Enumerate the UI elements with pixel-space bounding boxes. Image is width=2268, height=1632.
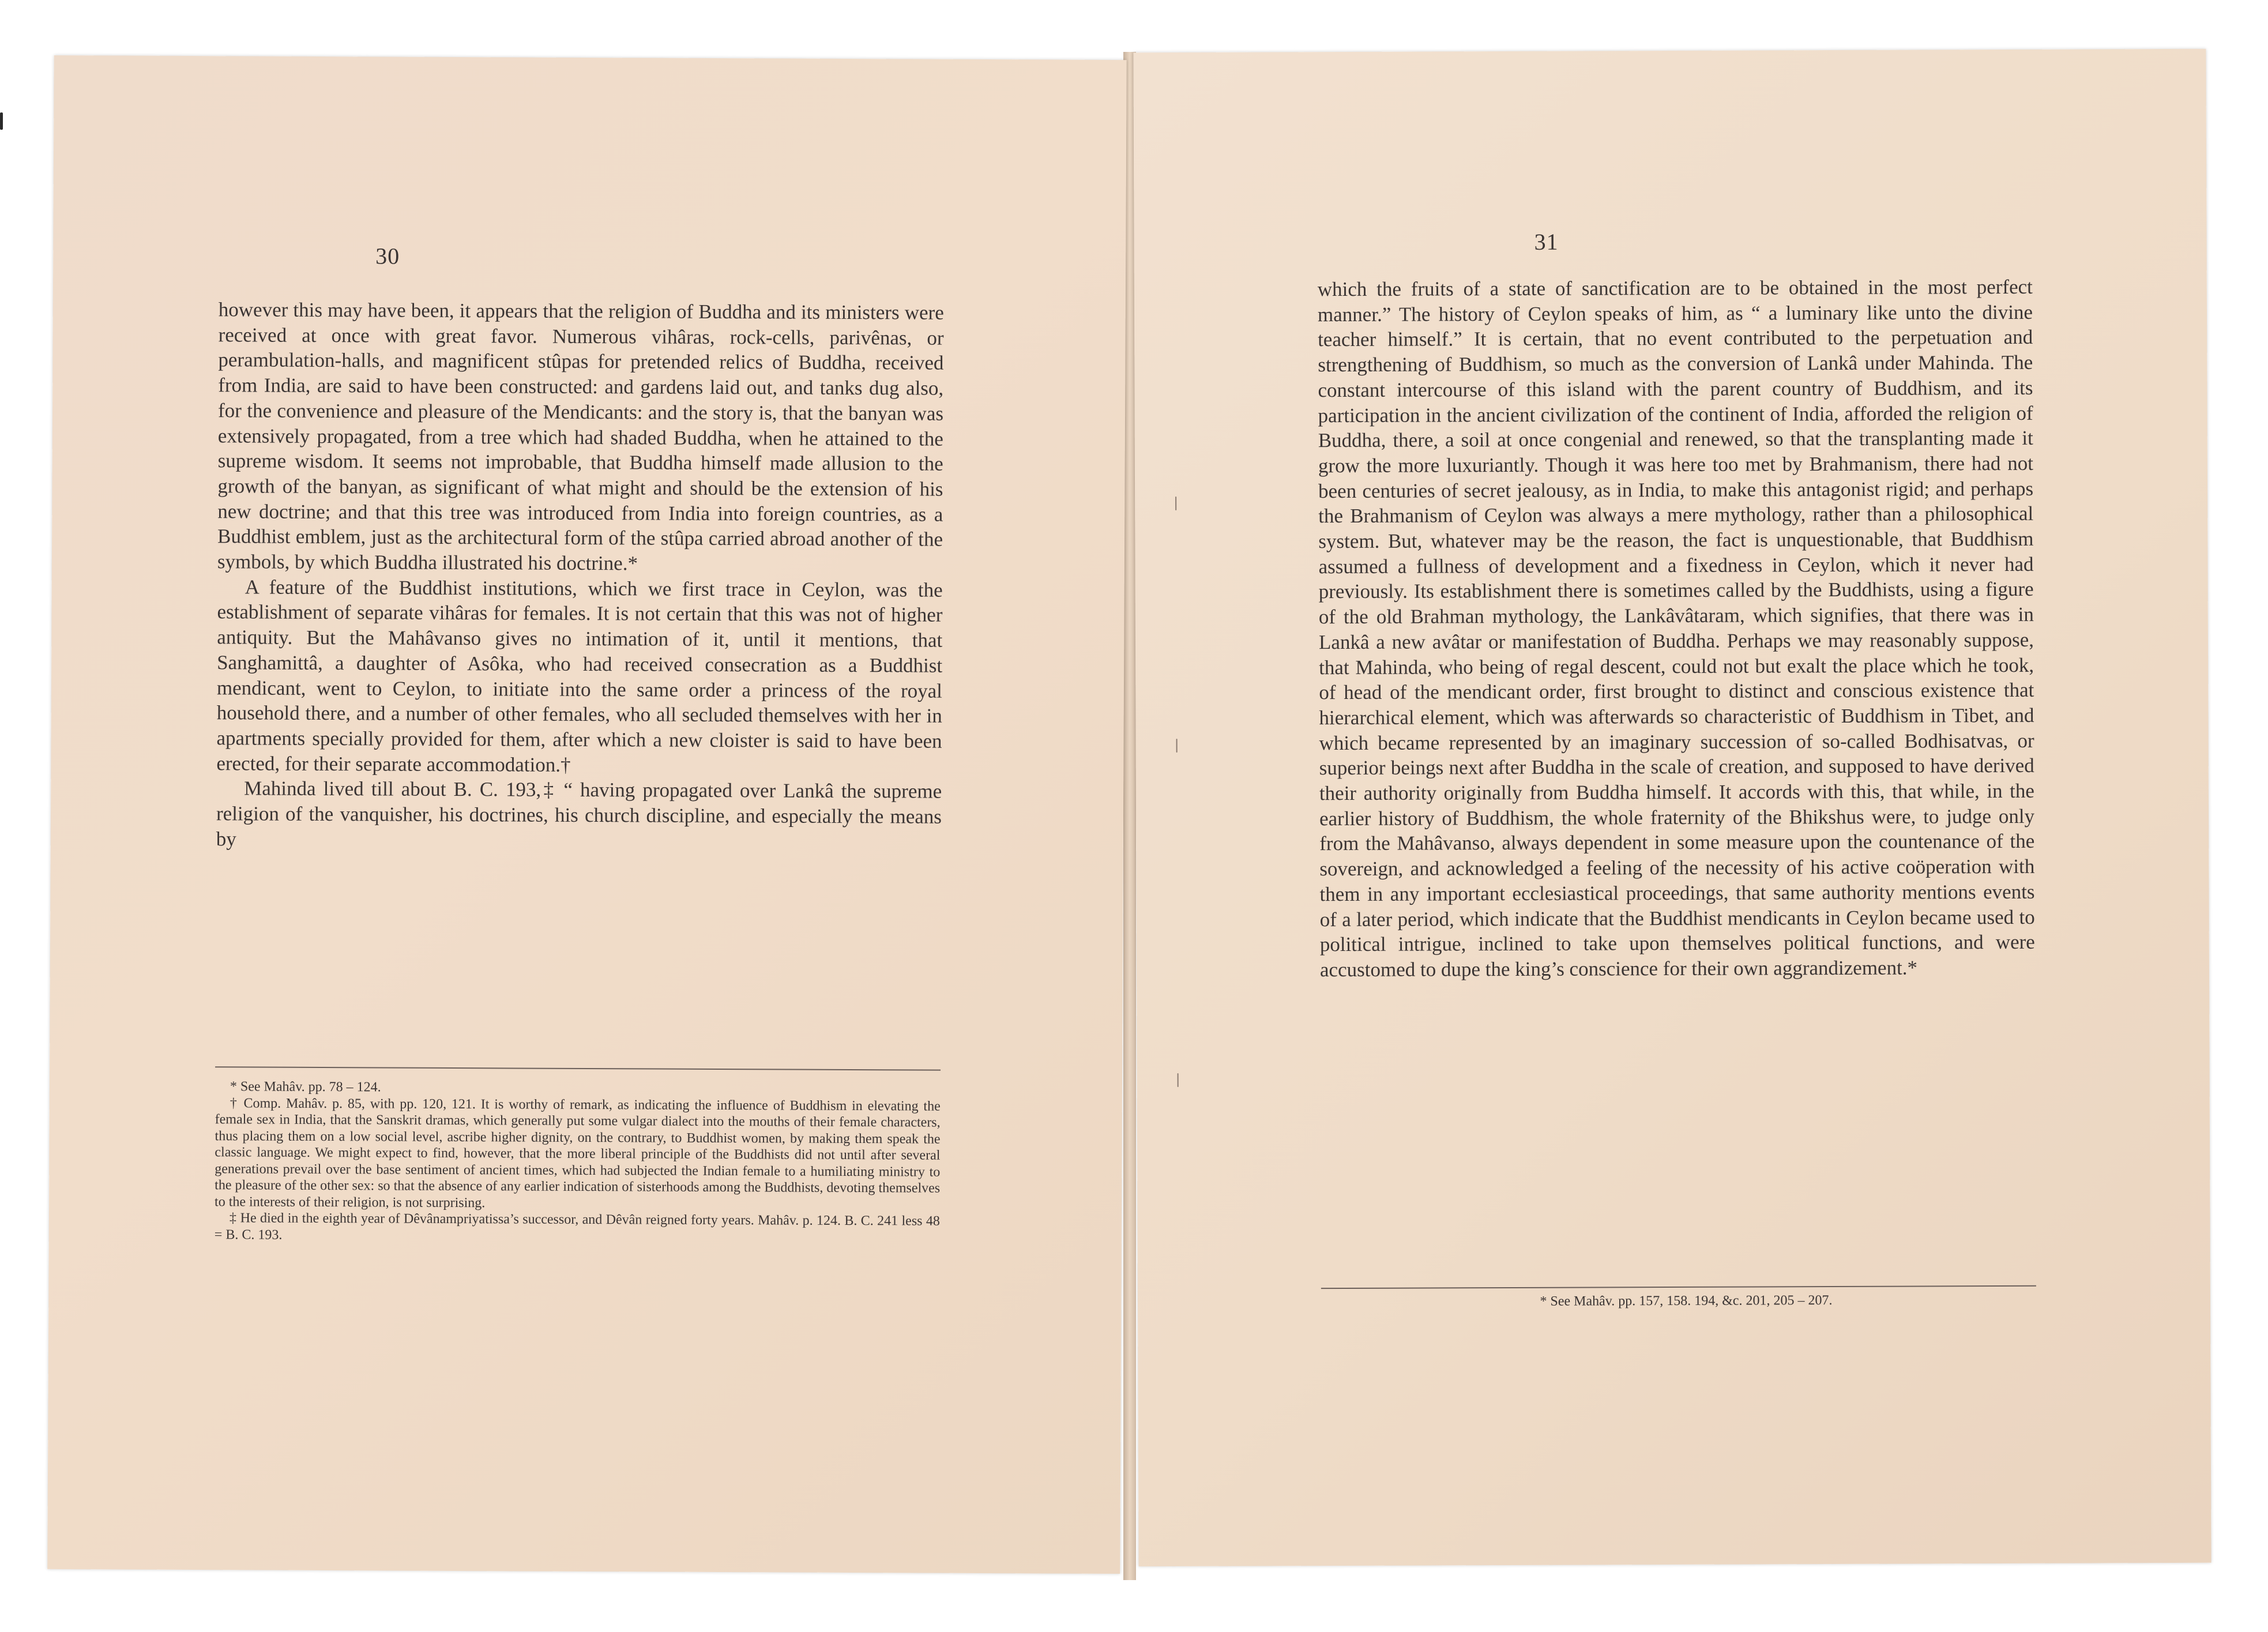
paragraph: A feature of the Buddhist institutions, which we first trace in Ceylon, was the establishment of separate vihâras for females. It is not certain that this was not of higher antiquity. But the Mahâvanso gives no intimation of it, until it mentions, that Sanghamittâ, a daughter of Asôka, who had received consecration as a Buddhist mendicant, went to Ceylon, to initiate into the same order a princess of the royal household there, and a number of other females, who all secluded themselves with her in apartments specially provided for them, after which a new cloister is said to have been erected, for their separate accommodation.† [216, 576, 943, 776]
footnote: * See Mahâv. pp. 157, 158. 194, &c. 201, 205 – 207. [1540, 1293, 1833, 1309]
paragraph: however this may have been, it appears that the religion of Buddha and its ministers were received at once with great favor. Numerous vihâras, rock-cells, parivênas, or perambulation-halls, and magnificent stûpas for pretended relics of Buddha, received from India, are said to have been constructed: and gardens laid out, and tanks dug also, for the convenience and pleasure of the Mendicants: and the story is, that the banyan was extensively propagated, from a tree which had shaded Buddha, when he attained to the supreme wisdom. It seems not improbable, that Buddha himself made allusion to the growth of the banyan, as significant of what might and should be the extension of his new doctrine; and that this tree was introduced from India into foreign countries, as a Buddhist emblem, just as the architectural form of the stûpa carried abroad another of the symbols, by which Buddha illustrated his doctrine.* [217, 298, 944, 575]
paragraph: Mahinda lived till about B. C. 193,‡ “ having propagated over Lankâ the supreme religion of the vanquisher, his doctrines, his church discipline, and especially the means by [216, 777, 942, 851]
scan-edge-mark [0, 112, 3, 130]
binding-hole-mark [1178, 1073, 1179, 1087]
binding-hole-mark [1176, 739, 1178, 753]
left-page [47, 55, 1126, 1574]
left-footnotes [215, 1078, 941, 1246]
binding-hole-mark [1175, 497, 1176, 510]
footnote: † Comp. Mahâv. p. 85, with pp. 120, 121. It is worthy of remark, as indicating the influence of Buddhism in elevating the female sex in India, that the Sanskrit dramas, which generally put some vulgar dialect into the mouths of their female characters, thus placing them on a low social level, ascribe higher dignity, on the contrary, to Buddhist women, by making them speak the classic language. We might expect to find, however, that the more liberal principle of the Buddhists did not until after several generations prevail over the base sentiment of ancient times, which had subjected the Indian female to a humiliating ministry to the pleasure of the other sex: so that the absence of any earlier indication of sisterhoods among the Buddhists, devoting themselves to the interests of their religion, is not surprising. [215, 1095, 941, 1210]
page-number-right: 31 [1534, 228, 1559, 255]
paragraph: which the fruits of a state of sanctification are to be obtained in the most perfect manner.” The history of Ceylon speaks of him, as “ a luminary like unto the divine teacher himself.” It is certain, that no event contributed to the perpetuation and strengthening of Buddhism, so much as the conversion of Lankâ under Mahinda. The constant intercourse of this island with the parent country of Buddhism, and its participation in the ancient civilization of the continent of India, afforded the religion of Buddha, there, a soil at once congenial and renewed, so that the transplanting made it grow the more luxuriantly. Though it was here too met by Brahmanism, there had not been centuries of secret jealousy, as in India, to make this antagonist rigid; and perhaps the Brahmanism of Ceylon was always a mere mythology, rather than a philosophical system. But, whatever may be the reason, the fact is unquestionable, that Buddhism assumed a fullness of development and a fixedness in Ceylon, which it never had previously. Its establishment there is sometimes called by the Buddhists, using a figure of the old Brahman mythology, the Lankâvâtaram, which signifies, that there was in Lankâ a new avâtar or manifestation of Buddha. Perhaps we may reasonably suppose, that Mahinda, who being of regal descent, could not but exalt the place which he took, of head of the mendicant order, first brought to distinct and conscious existence that hierarchical element, which was afterwards so characteristic of Buddhism in Tibet, and which became represented by an imaginary succession of so-called Bodhisatvas, or superior beings next after Buddha in the scale of creation, and supposed to have derived their authority originally from Buddha himself. It accords with this, that while, in the earlier history of Buddhism, the whole fraternity of the Bhikshus were, to judge only from the Mahâvanso, always dependent in some measure upon the countenance of the sovereign, and acknowledged a feeling of the necessity of his active coöperation with them in any important ecclesiastical proceedings, that same authority mentions events of a later period, which indicate that the Buddhist mendicants in Ceylon became used to political intrigue, inclined to take upon themselves political functions, and were accustomed to dupe the king’s conscience for their own aggrandizement.* [1317, 275, 2035, 982]
footnote-divider [215, 1066, 941, 1070]
left-body-text [216, 297, 944, 855]
footnote: ‡ He died in the eighth year of Dêvânampriyatissa’s successor, and Dêvân reigned forty years. Mahâv. p. 124. B. C. 241 less 48 = B. C. 193. [214, 1210, 940, 1243]
right-body-text [1318, 274, 2035, 983]
right-page [1133, 49, 2211, 1566]
footnote-divider [1321, 1285, 2036, 1289]
footnote: * See Mahâv. pp. 78 – 124. [230, 1079, 381, 1095]
page-number-left: 30 [375, 243, 400, 269]
right-footnotes [1321, 1292, 2036, 1311]
